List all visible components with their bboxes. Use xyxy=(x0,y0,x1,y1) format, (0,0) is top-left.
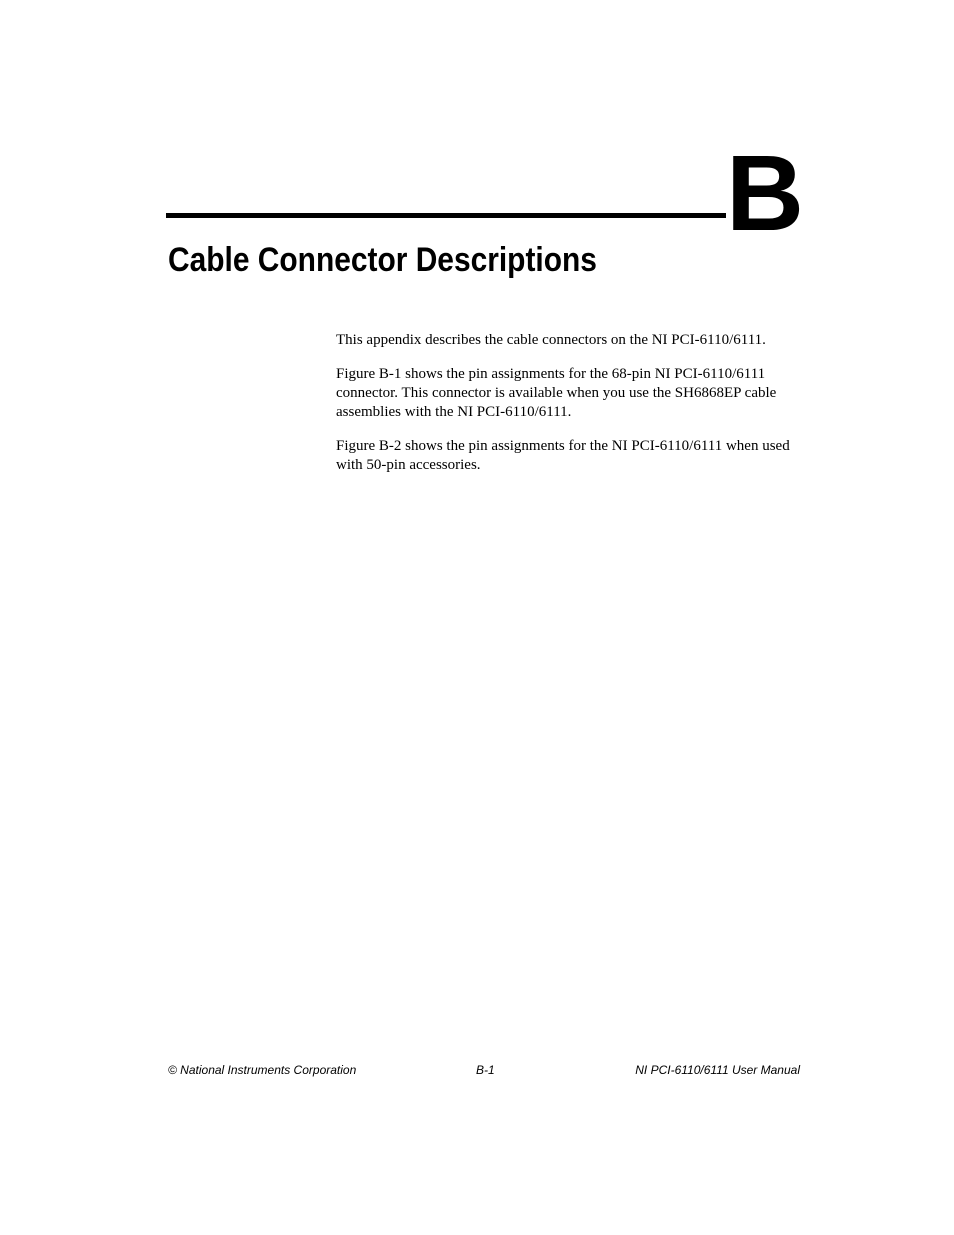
footer-page-number: B-1 xyxy=(476,1063,495,1077)
chapter-title: Cable Connector Descriptions xyxy=(168,241,597,279)
chapter-rule xyxy=(166,213,726,218)
chapter-letter: B xyxy=(726,132,802,253)
paragraph-intro: This appendix describes the cable connectors on the NI PCI-6110/6111. xyxy=(336,332,766,348)
footer-copyright: © National Instruments Corporation xyxy=(168,1063,357,1077)
footer-manual-title: NI PCI-6110/6111 User Manual xyxy=(635,1063,800,1077)
body-text xyxy=(336,331,801,490)
paragraph-figure-b1: Figure B-1 shows the pin assignments for the 68-pin NI PCI-6110/6111 connector. This connector is available when you use the SH6868EP cable assemblies with the NI PCI-6110/6111. xyxy=(336,366,777,420)
paragraph-figure-b2: Figure B-2 shows the pin assignments for the NI PCI-6110/6111 when used with 50-pin accessories. xyxy=(336,438,790,473)
